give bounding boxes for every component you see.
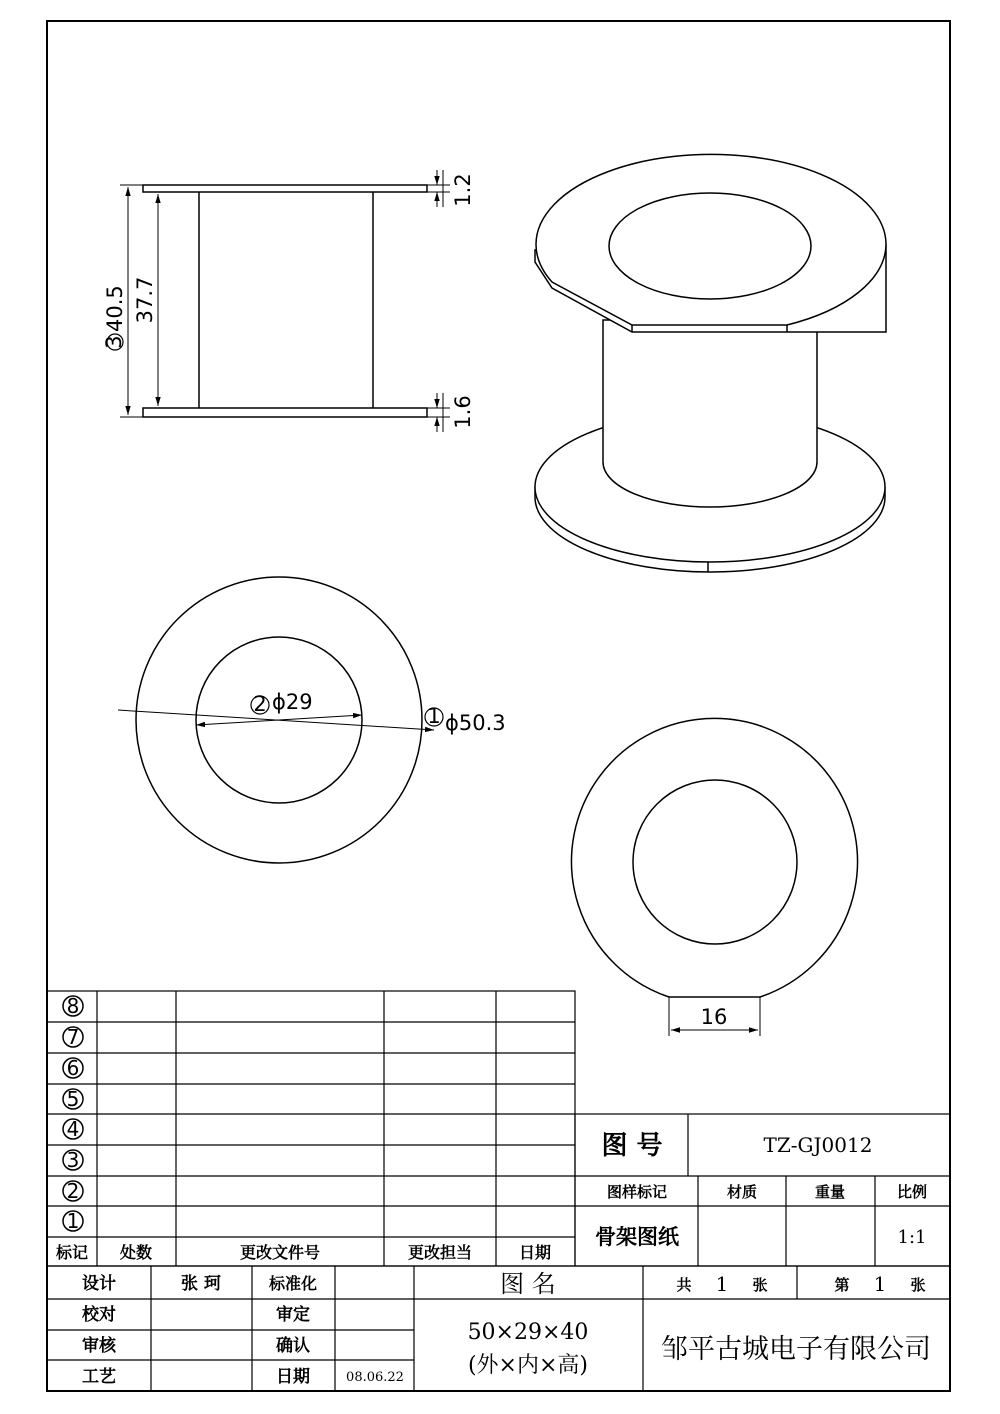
overall-height-label: 40.5	[103, 285, 127, 332]
weight-label: 重量	[814, 1183, 846, 1201]
inner-height-label: 37.7	[133, 276, 157, 324]
drawing-no-label: 图 号	[601, 1131, 663, 1161]
bottom-inner-circle	[633, 780, 797, 944]
revision-table	[47, 991, 575, 1266]
svg-text:4: 4	[66, 1117, 80, 1141]
drawing-name-line2: (外×内×高)	[467, 1353, 589, 1378]
rev-header-count: 处数	[119, 1243, 153, 1262]
proofread-label: 校对	[82, 1305, 116, 1325]
rev-header-mark: 标记	[55, 1243, 89, 1262]
drawing-name-label: 图 名	[500, 1270, 556, 1298]
inner-diameter-marker: 2	[253, 692, 267, 716]
rev-header-doc: 更改文件号	[239, 1243, 321, 1262]
drawing-name-line1: 50×29×40	[467, 1320, 589, 1345]
iso-cylinder	[603, 320, 817, 507]
svg-text:3: 3	[66, 1148, 80, 1172]
total-value: 1	[715, 1272, 729, 1296]
sheet-value: 1	[873, 1272, 887, 1296]
outer-diameter-marker: 1	[427, 704, 441, 728]
top-flange-thickness-label: 1.2	[451, 173, 475, 207]
confirm-label: 确认	[276, 1336, 310, 1356]
svg-text:1: 1	[66, 1209, 80, 1233]
sample-mark-value: 骨架图纸	[595, 1225, 679, 1249]
side-view	[120, 170, 450, 432]
designer: 张 珂	[181, 1274, 221, 1294]
material-label: 材质	[726, 1183, 758, 1201]
flattened-outer-profile	[572, 718, 858, 997]
isometric-view	[535, 154, 886, 572]
date-label: 日期	[276, 1367, 310, 1387]
svg-text:8: 8	[66, 994, 80, 1018]
total-label: 共	[676, 1276, 692, 1294]
flat-width-label: 16	[700, 1005, 728, 1029]
sample-mark-label: 图样标记	[606, 1183, 668, 1201]
rev-header-date: 日期	[518, 1243, 552, 1262]
svg-text:5: 5	[66, 1087, 80, 1111]
bottom-flange-thickness-label: 1.6	[451, 395, 475, 429]
svg-text:2: 2	[66, 1179, 80, 1203]
top-flange	[143, 185, 427, 192]
bottom-flange	[143, 408, 427, 417]
svg-text:7: 7	[66, 1025, 80, 1049]
bottom-view	[572, 718, 858, 1036]
scale-label: 比例	[896, 1183, 928, 1201]
standardization-label: 标准化	[268, 1274, 318, 1293]
outer-diameter-label: ϕ50.3	[445, 711, 506, 735]
sheet-label: 第	[834, 1276, 850, 1294]
process-label: 工艺	[82, 1367, 116, 1387]
iso-bore	[609, 193, 811, 299]
date-value: 08.06.22	[346, 1370, 404, 1385]
top-view	[118, 577, 434, 863]
sheet-unit: 张	[910, 1276, 926, 1294]
scale-value: 1:1	[897, 1227, 927, 1248]
rev-header-responsible: 更改担当	[407, 1243, 473, 1262]
overall-height-marker: 3	[102, 335, 126, 349]
drawing-no: TZ-GJ0012	[763, 1133, 873, 1157]
design-label: 设计	[82, 1274, 116, 1294]
company-name: 邹平古城电子有限公司	[661, 1334, 931, 1365]
svg-text:6: 6	[66, 1056, 80, 1080]
inner-diameter-label: ϕ29	[272, 690, 313, 714]
review-label: 审核	[82, 1336, 116, 1356]
approve-label: 审定	[276, 1305, 310, 1325]
total-unit: 张	[752, 1276, 768, 1294]
